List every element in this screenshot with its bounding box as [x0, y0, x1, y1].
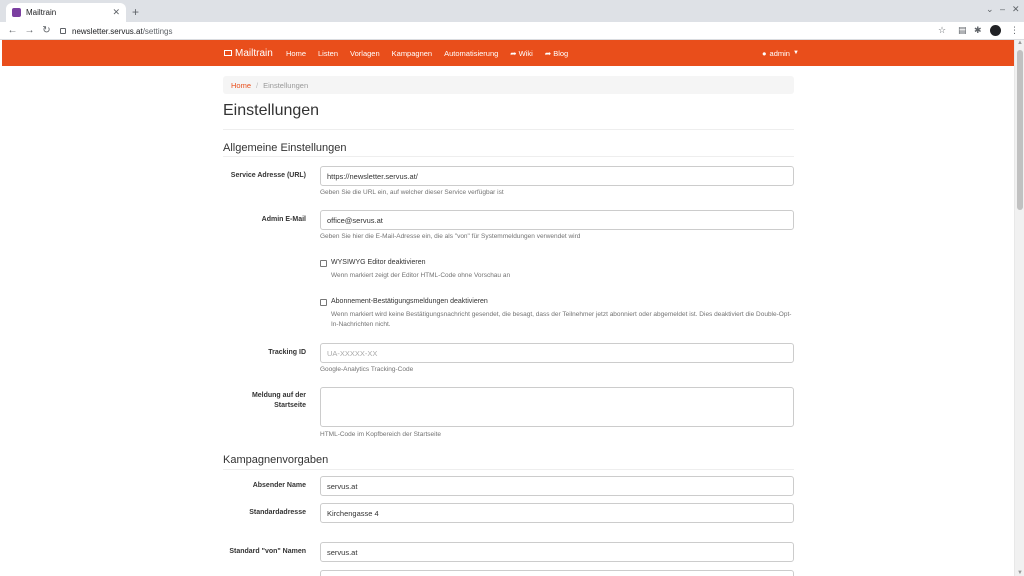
- admin-email-help: Geben Sie hier die E-Mail-Adresse ein, die als "von" für Systemmeldungen verwendet wird: [320, 233, 581, 240]
- reload-icon[interactable]: ↻: [42, 25, 51, 36]
- browser-toolbar: [0, 22, 1024, 40]
- nav-automatisierung[interactable]: Automatisierung: [444, 48, 499, 58]
- external-link-icon: ➦: [510, 48, 519, 58]
- user-menu[interactable]: [762, 40, 799, 66]
- tracking-id-label: Tracking ID: [268, 349, 306, 356]
- external-link-icon: ➦: [544, 48, 554, 58]
- menu-kebab-icon[interactable]: ⋮: [1010, 25, 1019, 35]
- user-name: admin: [769, 48, 790, 58]
- bookmark-star-icon[interactable]: ☆: [938, 25, 947, 35]
- page-title: Einstellungen: [223, 102, 320, 119]
- subscription-label[interactable]: Abonnement-Bestätigungsmeldungen deaktivieren: [331, 298, 488, 305]
- nav-blog[interactable]: [545, 49, 568, 58]
- save-page-icon[interactable]: ▤: [958, 25, 967, 35]
- breadcrumb-home[interactable]: Home: [231, 80, 252, 90]
- page-scrollbar[interactable]: [1014, 40, 1024, 576]
- campaign-divider: [223, 469, 794, 470]
- wysiwyg-checkbox[interactable]: [320, 260, 327, 267]
- address-bar[interactable]: [60, 24, 954, 38]
- admin-email-label: Admin E-Mail: [261, 216, 306, 223]
- envelope-icon: [224, 50, 232, 56]
- lock-icon: [60, 28, 66, 34]
- browser-tab[interactable]: [6, 3, 126, 22]
- forward-icon[interactable]: →: [24, 25, 35, 36]
- app-navbar: [2, 40, 1014, 66]
- nav-wiki[interactable]: [510, 49, 533, 58]
- campaign-section-title: Kampagnenvorgaben: [223, 454, 329, 466]
- breadcrumb: [223, 76, 794, 94]
- frontpage-message-help: HTML-Code im Kopfbereich der Startseite: [320, 431, 442, 438]
- nav-wiki-label: Wiki: [518, 48, 533, 58]
- tab-search-icon[interactable]: ⌄: [986, 4, 994, 14]
- user-icon: ●: [762, 48, 767, 58]
- breadcrumb-current: Einstellungen: [263, 80, 309, 90]
- admin-email-input[interactable]: office@servus.at: [320, 210, 794, 230]
- nav-kampagnen[interactable]: Kampagnen: [391, 48, 433, 58]
- frontpage-message-label: Meldung auf der Startseite: [251, 392, 306, 409]
- tracking-id-help: Google-Analytics Tracking-Code: [320, 366, 414, 373]
- profile-avatar-icon[interactable]: [990, 25, 1001, 38]
- nav-blog-label: Blog: [553, 48, 569, 58]
- breadcrumb-separator: /: [256, 80, 259, 90]
- browser-tabstrip: [0, 0, 1024, 22]
- general-section-title: Allgemeine Einstellungen: [223, 142, 347, 154]
- nav-links: [286, 40, 580, 66]
- brand-link[interactable]: [224, 40, 273, 66]
- url-host: newsletter.servus.at: [72, 26, 143, 36]
- back-icon[interactable]: ←: [7, 25, 18, 36]
- wysiwyg-label[interactable]: WYSIWYG Editor deaktivieren: [331, 259, 426, 266]
- scroll-down-icon[interactable]: ▼: [1017, 570, 1023, 576]
- extensions-icon[interactable]: ✱: [974, 25, 982, 35]
- url-path: /settings: [142, 26, 173, 36]
- minimize-icon[interactable]: –: [1000, 4, 1006, 14]
- title-divider: [223, 129, 794, 130]
- nav-listen[interactable]: Listen: [318, 48, 339, 58]
- close-tab-icon[interactable]: ✕: [112, 7, 120, 17]
- default-from-name-label: Standard "von" Namen: [229, 548, 306, 555]
- nav-home[interactable]: Home: [286, 48, 307, 58]
- page-viewport: [0, 40, 1024, 576]
- service-url-input[interactable]: https://newsletter.servus.at/: [320, 166, 794, 186]
- service-url-help: Geben Sie die URL ein, auf welcher dieser Service verfügbar ist: [320, 189, 504, 196]
- brand-name: Mailtrain: [235, 47, 273, 59]
- scrollbar-thumb[interactable]: [1017, 50, 1023, 210]
- scroll-up-icon[interactable]: ▲: [1017, 40, 1023, 46]
- general-divider: [223, 156, 794, 157]
- caret-down-icon: ▼: [792, 50, 799, 56]
- tab-title: Mailtrain: [26, 8, 57, 17]
- subscription-checkbox[interactable]: [320, 299, 327, 306]
- new-tab-icon[interactable]: +: [132, 5, 140, 19]
- service-url-label: Service Adresse (URL): [230, 172, 306, 179]
- tracking-id-input[interactable]: UA-XXXXX-XX: [320, 343, 794, 363]
- close-window-icon[interactable]: ✕: [1012, 4, 1020, 14]
- default-from-name-input[interactable]: servus.at: [320, 542, 794, 562]
- subscription-help: Wenn markiert wird keine Bestätigungsnachricht gesendet, die besagt, dass der Teilnehmer jetzt abonniert oder abgemeldet ist. Dies deaktiviert die Double-Opt-In-Nachrichten nicht.: [331, 311, 792, 328]
- nav-vorlagen[interactable]: Vorlagen: [350, 48, 380, 58]
- frontpage-message-textarea[interactable]: [320, 387, 794, 427]
- sender-name-label: Absender Name: [252, 482, 306, 489]
- default-address-input[interactable]: Kirchengasse 4: [320, 503, 794, 523]
- default-address-label: Standardadresse: [249, 509, 306, 516]
- next-input[interactable]: [320, 570, 794, 576]
- wysiwyg-help: Wenn markiert zeigt der Editor HTML-Code ohne Vorschau an: [331, 272, 511, 279]
- sender-name-input[interactable]: servus.at: [320, 476, 794, 496]
- mailtrain-favicon-icon: [12, 8, 21, 17]
